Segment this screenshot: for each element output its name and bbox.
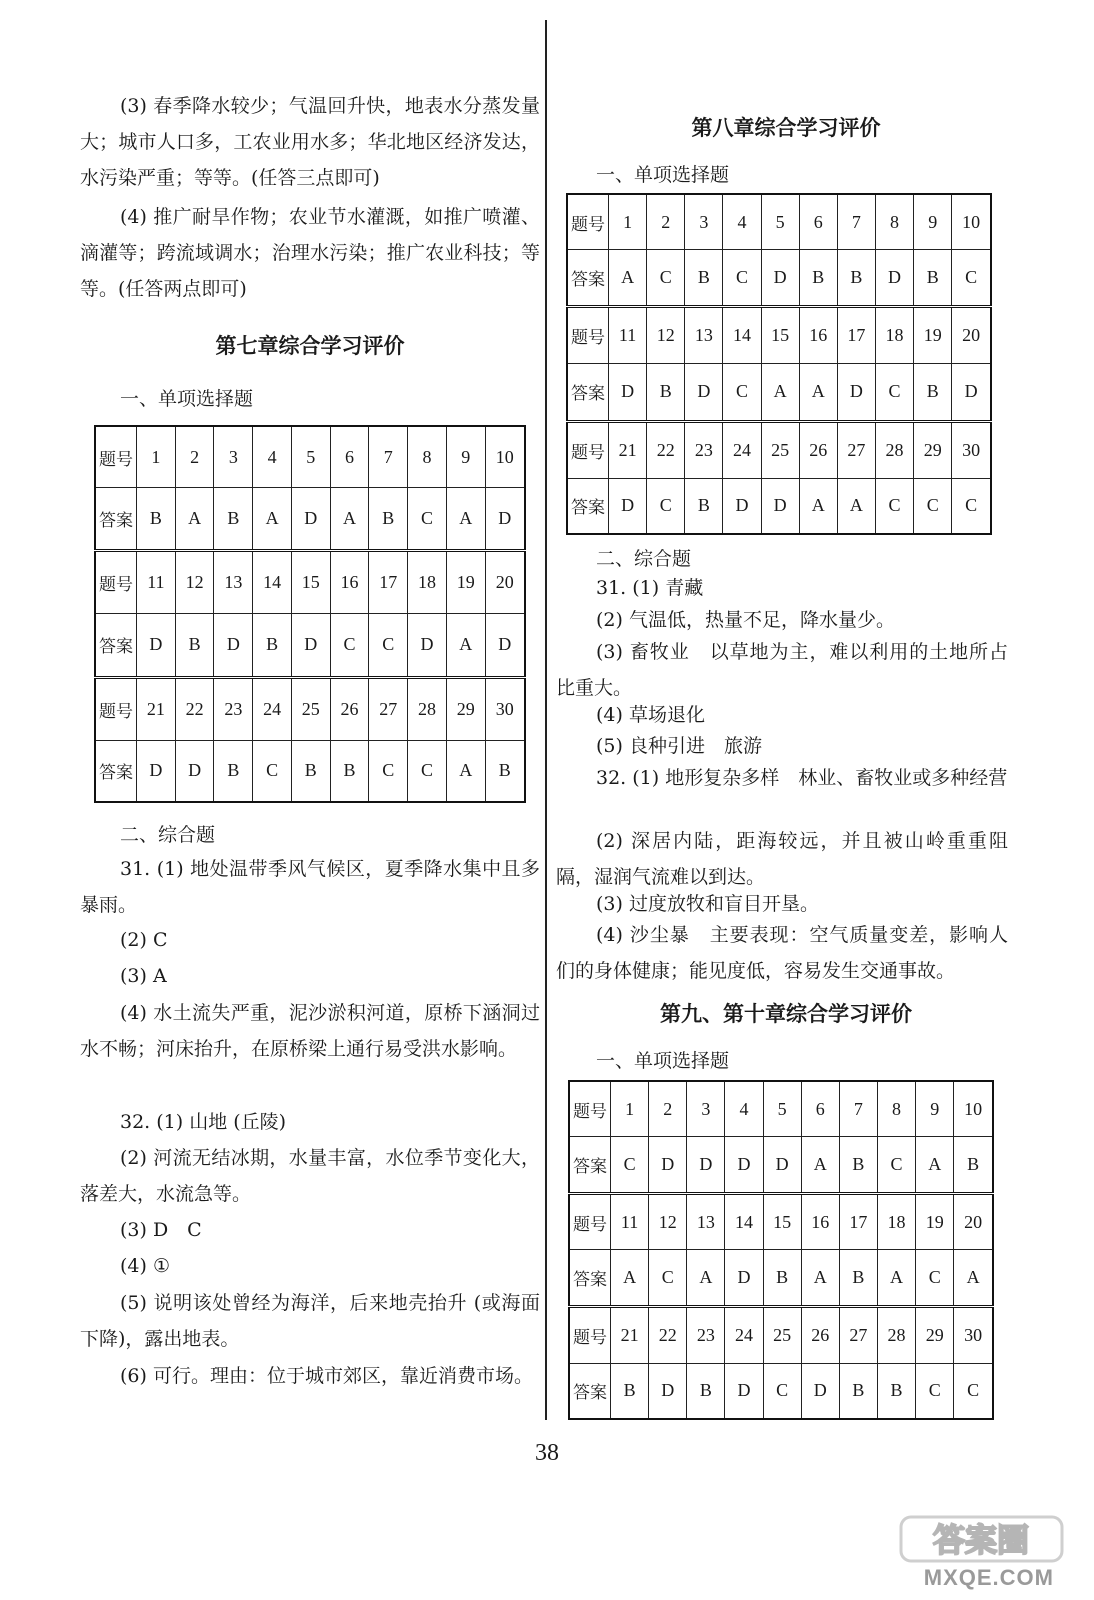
answer-cell: C bbox=[723, 250, 761, 307]
answer-cell: D bbox=[687, 1137, 725, 1194]
answer-cell: A bbox=[954, 1250, 993, 1307]
question-number-cell: 1 bbox=[611, 1081, 649, 1137]
question-number-cell: 12 bbox=[647, 307, 685, 364]
answer-cell: B bbox=[137, 488, 176, 551]
answer-paragraph: (3) A bbox=[120, 965, 167, 987]
answer-cell: C bbox=[408, 488, 447, 551]
question-number-cell: 7 bbox=[837, 194, 875, 250]
answer-cell: C bbox=[914, 478, 952, 534]
question-number-cell: 9 bbox=[446, 426, 485, 488]
question-number-cell: 3 bbox=[685, 194, 723, 250]
answer-paragraph: (2) 河流无结冰期，水量丰富，水位季节变化大，落差大，水流急等。 bbox=[80, 1147, 540, 1205]
answer-label: 答案 bbox=[95, 614, 137, 677]
answer-cell: A bbox=[916, 1137, 954, 1194]
question-number-cell: 13 bbox=[685, 307, 723, 364]
answer-cell: C bbox=[952, 478, 991, 534]
question-number-cell: 22 bbox=[649, 1307, 687, 1364]
answer-cell: A bbox=[611, 1250, 649, 1307]
answer-cell: D bbox=[291, 614, 330, 677]
answer-cell: A bbox=[446, 740, 485, 802]
answer-cell: C bbox=[763, 1363, 801, 1419]
answer-cell: B bbox=[291, 740, 330, 802]
question-number-cell: 13 bbox=[687, 1193, 725, 1250]
question-number-cell: 3 bbox=[214, 426, 253, 488]
answer-row bbox=[567, 250, 991, 307]
question-number-cell: 28 bbox=[877, 1307, 915, 1364]
question-number-row bbox=[95, 551, 525, 614]
answer-cell: C bbox=[723, 364, 761, 421]
answer-cell: A bbox=[799, 478, 837, 534]
answer-cell: A bbox=[799, 364, 837, 421]
answer-paragraph: 32. (1) 地形复杂多样 林业、畜牧业或多种经营 bbox=[596, 767, 1008, 789]
answer-cell: B bbox=[763, 1250, 801, 1307]
answer-cell: D bbox=[137, 740, 176, 802]
question-number-cell: 20 bbox=[954, 1193, 993, 1250]
answer-cell: B bbox=[687, 1363, 725, 1419]
question-number-cell: 30 bbox=[954, 1307, 993, 1364]
chapter-8-title: 第八章综合学习评价 bbox=[691, 115, 881, 140]
question-number-cell: 4 bbox=[725, 1081, 763, 1137]
answer-cell: D bbox=[725, 1137, 763, 1194]
question-number-cell: 25 bbox=[763, 1307, 801, 1364]
answer-cell: C bbox=[330, 614, 369, 677]
answer-cell: B bbox=[214, 488, 253, 551]
answer-label: 答案 bbox=[567, 364, 609, 421]
question-number-row bbox=[567, 194, 991, 250]
column-divider bbox=[545, 20, 547, 1420]
answer-cell: D bbox=[649, 1137, 687, 1194]
question-number-cell: 1 bbox=[609, 194, 647, 250]
question-number-cell: 5 bbox=[761, 194, 799, 250]
answer-cell: B bbox=[839, 1363, 877, 1419]
answer-cell: A bbox=[801, 1137, 839, 1194]
question-number-cell: 13 bbox=[214, 551, 253, 614]
question-number-cell: 26 bbox=[801, 1307, 839, 1364]
answer-row bbox=[567, 478, 991, 534]
answer-cell: D bbox=[609, 478, 647, 534]
answer-cell: A bbox=[175, 488, 214, 551]
question-number-cell: 23 bbox=[685, 421, 723, 478]
answer-row bbox=[95, 740, 525, 802]
question-number-cell: 21 bbox=[137, 677, 176, 740]
answer-cell: D bbox=[214, 614, 253, 677]
question-number-cell: 27 bbox=[837, 421, 875, 478]
answer-cell: B bbox=[253, 614, 292, 677]
question-number-row bbox=[567, 421, 991, 478]
answer-row bbox=[569, 1137, 993, 1194]
question-number-cell: 29 bbox=[446, 677, 485, 740]
answer-paragraph: 31. (1) 青藏 bbox=[596, 577, 704, 599]
answer-cell: D bbox=[685, 364, 723, 421]
answer-cell: B bbox=[330, 740, 369, 802]
section-single-choice: 一、单项选择题 bbox=[596, 164, 730, 186]
answer-cell: B bbox=[369, 488, 408, 551]
question-number-cell: 22 bbox=[175, 677, 214, 740]
answer-label: 答案 bbox=[567, 250, 609, 307]
question-number-cell: 2 bbox=[175, 426, 214, 488]
question-number-cell: 21 bbox=[609, 421, 647, 478]
question-number-cell: 4 bbox=[723, 194, 761, 250]
answer-paragraph: (3) D C bbox=[120, 1219, 202, 1241]
answer-cell: D bbox=[837, 364, 875, 421]
answer-cell: B bbox=[877, 1363, 915, 1419]
question-number-cell: 8 bbox=[877, 1081, 915, 1137]
question-number-cell: 12 bbox=[175, 551, 214, 614]
answer-cell: D bbox=[609, 364, 647, 421]
answer-cell: D bbox=[723, 478, 761, 534]
answer-cell: B bbox=[914, 364, 952, 421]
answer-cell: B bbox=[175, 614, 214, 677]
answer-table-chapter-8 bbox=[566, 193, 992, 535]
question-number-label: 题号 bbox=[569, 1081, 611, 1137]
answer-paragraph: (2) 气温低，热量不足，降水量少。 bbox=[596, 609, 895, 631]
question-number-cell: 25 bbox=[761, 421, 799, 478]
answer-cell: D bbox=[763, 1137, 801, 1194]
answer-cell: A bbox=[253, 488, 292, 551]
answer-cell: B bbox=[837, 250, 875, 307]
answer-cell: C bbox=[647, 478, 685, 534]
question-number-cell: 15 bbox=[761, 307, 799, 364]
question-number-cell: 16 bbox=[801, 1193, 839, 1250]
question-number-cell: 23 bbox=[687, 1307, 725, 1364]
answer-row bbox=[95, 614, 525, 677]
question-number-cell: 24 bbox=[253, 677, 292, 740]
question-number-cell: 20 bbox=[485, 551, 525, 614]
answer-cell: A bbox=[446, 488, 485, 551]
answer-cell: D bbox=[801, 1363, 839, 1419]
question-number-cell: 20 bbox=[952, 307, 991, 364]
question-number-cell: 15 bbox=[291, 551, 330, 614]
answer-paragraph: (2) 深居内陆，距海较远，并且被山岭重重阻隔，湿润气流难以到达。 bbox=[556, 830, 1008, 888]
question-number-cell: 28 bbox=[875, 421, 913, 478]
question-number-cell: 17 bbox=[839, 1193, 877, 1250]
watermark-logo bbox=[899, 1515, 1064, 1563]
answer-cell: D bbox=[725, 1363, 763, 1419]
question-number-label: 题号 bbox=[567, 421, 609, 478]
answer-cell: C bbox=[875, 364, 913, 421]
question-number-cell: 29 bbox=[916, 1307, 954, 1364]
question-number-cell: 7 bbox=[839, 1081, 877, 1137]
question-number-cell: 19 bbox=[916, 1193, 954, 1250]
answer-cell: A bbox=[609, 250, 647, 307]
question-number-cell: 22 bbox=[647, 421, 685, 478]
answer-row bbox=[567, 364, 991, 421]
svg-text:答案圈: 答案圈 bbox=[932, 1521, 1030, 1559]
question-number-cell: 14 bbox=[723, 307, 761, 364]
section-single-choice: 一、单项选择题 bbox=[596, 1050, 730, 1072]
watermark-url: MXQE.COM bbox=[923, 1565, 1054, 1590]
question-number-cell: 5 bbox=[291, 426, 330, 488]
question-number-cell: 12 bbox=[649, 1193, 687, 1250]
answer-label: 答案 bbox=[569, 1363, 611, 1419]
answer-row bbox=[569, 1363, 993, 1419]
answer-paragraph: (2) C bbox=[120, 929, 168, 951]
question-number-cell: 29 bbox=[914, 421, 952, 478]
question-number-cell: 18 bbox=[877, 1193, 915, 1250]
answer-cell: D bbox=[761, 478, 799, 534]
answer-label: 答案 bbox=[95, 740, 137, 802]
question-number-cell: 2 bbox=[647, 194, 685, 250]
question-number-cell: 26 bbox=[799, 421, 837, 478]
question-number-cell: 24 bbox=[723, 421, 761, 478]
answer-cell: C bbox=[253, 740, 292, 802]
question-number-cell: 18 bbox=[875, 307, 913, 364]
answer-paragraph: (4) 沙尘暴 主要表现：空气质量变差，影响人们的身体健康；能见度低，容易发生交通事故。 bbox=[556, 924, 1008, 982]
answer-cell: D bbox=[485, 614, 525, 677]
question-number-row bbox=[569, 1307, 993, 1364]
answer-cell: A bbox=[837, 478, 875, 534]
answer-cell: B bbox=[839, 1137, 877, 1194]
question-number-cell: 10 bbox=[952, 194, 991, 250]
question-number-cell: 3 bbox=[687, 1081, 725, 1137]
chapter-9-10-title: 第九、第十章综合学习评价 bbox=[660, 1001, 912, 1026]
answer-cell: C bbox=[649, 1250, 687, 1307]
question-number-cell: 18 bbox=[408, 551, 447, 614]
answer-cell: C bbox=[916, 1363, 954, 1419]
answer-cell: D bbox=[952, 364, 991, 421]
question-number-cell: 16 bbox=[799, 307, 837, 364]
question-number-cell: 27 bbox=[839, 1307, 877, 1364]
question-number-cell: 27 bbox=[369, 677, 408, 740]
answer-cell: B bbox=[485, 740, 525, 802]
answer-table-chapter-7 bbox=[94, 425, 526, 803]
question-number-row bbox=[569, 1081, 993, 1137]
answer-cell: D bbox=[725, 1250, 763, 1307]
question-number-label: 题号 bbox=[569, 1193, 611, 1250]
answer-label: 答案 bbox=[569, 1137, 611, 1194]
question-number-cell: 10 bbox=[954, 1081, 993, 1137]
question-number-row bbox=[95, 426, 525, 488]
question-number-cell: 17 bbox=[837, 307, 875, 364]
question-number-cell: 26 bbox=[330, 677, 369, 740]
answer-paragraph: (4) ① bbox=[120, 1255, 170, 1277]
question-number-label: 题号 bbox=[95, 677, 137, 740]
answer-cell: C bbox=[952, 250, 991, 307]
answer-cell: D bbox=[408, 614, 447, 677]
answer-cell: C bbox=[408, 740, 447, 802]
answer-cell: C bbox=[875, 478, 913, 534]
question-number-cell: 24 bbox=[725, 1307, 763, 1364]
question-number-cell: 6 bbox=[330, 426, 369, 488]
question-number-cell: 14 bbox=[253, 551, 292, 614]
question-number-label: 题号 bbox=[567, 307, 609, 364]
answer-cell: B bbox=[839, 1250, 877, 1307]
answer-paragraph: (3) 过度放牧和盲目开垦。 bbox=[596, 893, 819, 915]
question-number-cell: 7 bbox=[369, 426, 408, 488]
answer-cell: B bbox=[914, 250, 952, 307]
question-number-cell: 11 bbox=[137, 551, 176, 614]
page-number: 38 bbox=[535, 1440, 559, 1466]
question-number-cell: 11 bbox=[609, 307, 647, 364]
question-number-cell: 10 bbox=[485, 426, 525, 488]
question-number-cell: 1 bbox=[137, 426, 176, 488]
answer-paragraph: (4) 草场退化 bbox=[596, 704, 705, 726]
question-number-cell: 17 bbox=[369, 551, 408, 614]
answer-cell: B bbox=[685, 478, 723, 534]
answer-cell: B bbox=[214, 740, 253, 802]
question-number-cell: 15 bbox=[763, 1193, 801, 1250]
question-number-cell: 5 bbox=[763, 1081, 801, 1137]
question-number-cell: 6 bbox=[799, 194, 837, 250]
section-comprehensive: 二、综合题 bbox=[120, 824, 216, 846]
answer-cell: D bbox=[291, 488, 330, 551]
answer-cell: C bbox=[369, 614, 408, 677]
question-number-cell: 25 bbox=[291, 677, 330, 740]
question-number-cell: 16 bbox=[330, 551, 369, 614]
answer-cell: B bbox=[954, 1137, 993, 1194]
answer-cell: C bbox=[611, 1137, 649, 1194]
answer-cell: C bbox=[877, 1137, 915, 1194]
question-number-cell: 14 bbox=[725, 1193, 763, 1250]
answer-label: 答案 bbox=[95, 488, 137, 551]
question-number-cell: 19 bbox=[446, 551, 485, 614]
question-number-cell: 30 bbox=[952, 421, 991, 478]
answer-paragraph: (6) 可行。理由：位于城市郊区，靠近消费市场。 bbox=[120, 1365, 533, 1387]
answer-cell: A bbox=[801, 1250, 839, 1307]
answer-label: 答案 bbox=[567, 478, 609, 534]
answer-cell: D bbox=[761, 250, 799, 307]
answer-cell: A bbox=[330, 488, 369, 551]
answer-cell: D bbox=[875, 250, 913, 307]
answer-cell: C bbox=[647, 250, 685, 307]
question-number-cell: 23 bbox=[214, 677, 253, 740]
answer-cell: A bbox=[761, 364, 799, 421]
answer-table-chapter-9-10 bbox=[568, 1080, 994, 1420]
question-number-label: 题号 bbox=[569, 1307, 611, 1364]
answer-cell: C bbox=[954, 1363, 993, 1419]
question-number-cell: 8 bbox=[408, 426, 447, 488]
question-number-row bbox=[567, 307, 991, 364]
question-number-cell: 4 bbox=[253, 426, 292, 488]
answer-cell: A bbox=[687, 1250, 725, 1307]
section-single-choice: 一、单项选择题 bbox=[120, 388, 254, 410]
question-number-cell: 28 bbox=[408, 677, 447, 740]
answer-cell: A bbox=[877, 1250, 915, 1307]
question-number-cell: 9 bbox=[914, 194, 952, 250]
question-number-label: 题号 bbox=[95, 551, 137, 614]
answer-paragraph: 31. (1) 地处温带季风气候区，夏季降水集中且多暴雨。 bbox=[80, 858, 540, 916]
answer-cell: C bbox=[916, 1250, 954, 1307]
answer-cell: D bbox=[649, 1363, 687, 1419]
answer-cell: D bbox=[485, 488, 525, 551]
answer-cell: A bbox=[446, 614, 485, 677]
answer-cell: C bbox=[369, 740, 408, 802]
question-number-label: 题号 bbox=[567, 194, 609, 250]
answer-paragraph: (5) 说明该处曾经为海洋，后来地壳抬升 (或海面下降)，露出地表。 bbox=[80, 1292, 540, 1350]
answer-paragraph: 32. (1) 山地 (丘陵) bbox=[120, 1111, 287, 1133]
answer-cell: D bbox=[137, 614, 176, 677]
answer-cell: B bbox=[647, 364, 685, 421]
question-number-cell: 2 bbox=[649, 1081, 687, 1137]
answer-paragraph: (3) 畜牧业 以草地为主，难以利用的土地所占比重大。 bbox=[556, 641, 1008, 699]
question-number-cell: 9 bbox=[916, 1081, 954, 1137]
answer-row bbox=[569, 1250, 993, 1307]
question-number-cell: 21 bbox=[611, 1307, 649, 1364]
question-number-row bbox=[569, 1193, 993, 1250]
question-number-cell: 11 bbox=[611, 1193, 649, 1250]
answer-cell: B bbox=[611, 1363, 649, 1419]
question-number-row bbox=[95, 677, 525, 740]
answer-paragraph: (4) 推广耐旱作物；农业节水灌溉，如推广喷灌、滴灌等；跨流域调水；治理水污染；推广农业科技；等等。(任答两点即可) bbox=[80, 206, 540, 300]
question-number-cell: 30 bbox=[485, 677, 525, 740]
answer-label: 答案 bbox=[569, 1250, 611, 1307]
question-number-cell: 6 bbox=[801, 1081, 839, 1137]
answer-paragraph: (4) 水土流失严重，泥沙淤积河道，原桥下涵洞过水不畅；河床抬升，在原桥梁上通行易受洪水影响。 bbox=[80, 1002, 540, 1060]
question-number-label: 题号 bbox=[95, 426, 137, 488]
section-comprehensive: 二、综合题 bbox=[596, 548, 692, 570]
answer-cell: B bbox=[799, 250, 837, 307]
chapter-7-title: 第七章综合学习评价 bbox=[215, 333, 405, 358]
answer-paragraph: (3) 春季降水较少；气温回升快，地表水分蒸发量大；城市人口多，工农业用水多；华北地区经济发达，水污染严重；等等。(任答三点即可) bbox=[80, 95, 540, 189]
answer-row bbox=[95, 488, 525, 551]
question-number-cell: 8 bbox=[875, 194, 913, 250]
question-number-cell: 19 bbox=[914, 307, 952, 364]
answer-cell: B bbox=[685, 250, 723, 307]
answer-cell: D bbox=[175, 740, 214, 802]
answer-paragraph: (5) 良种引进 旅游 bbox=[596, 735, 762, 757]
